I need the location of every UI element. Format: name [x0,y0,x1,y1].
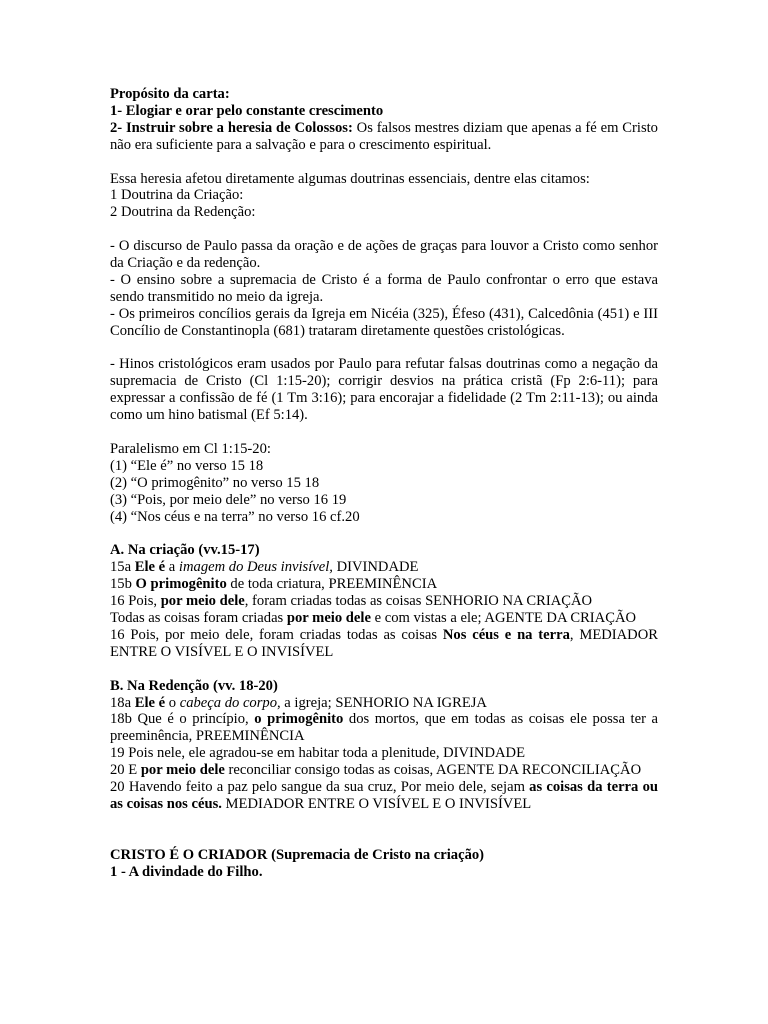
heresy-intro: Essa heresia afetou diretamente algumas doutrinas essenciais, dentre elas citamos: [110,170,590,187]
redemption-line-1: 18a Ele é o cabeça do corpo, a igreja; SENHORIO NA IGREJA [110,694,487,711]
redemption-heading: B. Na Redenção (vv. 18-20) [110,677,278,694]
creation-line-5: 16 Pois, por meio dele, foram criadas todas as coisas Nos céus e na terra, MEDIADOR ENTRE O VISÍVEL E O INVISÍVEL [110,626,658,660]
section-heading-creator: CRISTO É O CRIADOR (Supremacia de Cristo na criação) [110,846,485,863]
doctrine-2: 2 Doutrina da Redenção: [110,204,256,221]
parallel-item: (4) “Nos céus e na terra” no verso 16 cf.20 [110,508,360,525]
parallel-title: Paralelismo em Cl 1:15-20: [110,440,271,457]
subheading-divinity: 1 - A divindade do Filho. [110,863,263,880]
creation-heading: A. Na criação (vv.15-17) [110,542,260,559]
redemption-line-2: 18b Que é o princípio, o primogênito dos mortos, que em todas as coisas ele possa ter a preeminência, PREEMINÊNCIA [110,711,658,745]
redemption-line-5: 20 Havendo feito a paz pelo sangue da sua cruz, Por meio dele, sejam as coisas da terra ou as coisas nos céus. MEDIADOR ENTRE O VISÍVEL E O INVISÍVEL [110,779,658,812]
purpose-title: Propósito da carta: [110,86,230,102]
parallel-item: (1) “Ele é” no verso 15 18 [110,457,264,474]
creation-line-4: Todas as coisas foram criadas por meio dele e com vistas a ele; AGENTE DA CRIAÇÃO [110,610,637,627]
purpose-item-2: 2- Instruir sobre a heresia de Colossos: Os falsos mestres diziam que apenas a fé em Cristo não era suficiente para a salvação e para o crescimento espiritual. [110,119,658,153]
creation-line-2: 15b O primogênito de toda criatura, PREEMINÊNCIA [110,576,438,593]
bullet-2: - O ensino sobre a supremacia de Cristo é a forma de Paulo confrontar o erro que estava sendo transmitido no meio da igreja. [110,271,658,305]
bullet-3: - Os primeiros concílios gerais da Igreja em Nicéia (325), Éfeso (431), Calcedônia (451) e III Concílio de Constantinopla (681) trataram diretamente questões cristológicas. [110,305,658,339]
redemption-line-4: 20 E por meio dele reconciliar consigo todas as coisas, AGENTE DA RECONCILIAÇÃO [110,762,642,779]
creation-line-1: 15a Ele é a imagem do Deus invisível, DIVINDADE [110,559,419,576]
creation-line-3: 16 Pois, por meio dele, foram criadas todas as coisas SENHORIO NA CRIAÇÃO [110,593,593,610]
parallel-item: (2) “O primogênito” no verso 15 18 [110,474,320,491]
purpose-item-1: 1- Elogiar e orar pelo constante crescimento [110,102,384,119]
bullet-4: - Hinos cristológicos eram usados por Paulo para refutar falsas doutrinas como a negação da supremacia de Cristo (Cl 1:15-20); corrigir desvios na prática cristã (Fp 2:6-11); para expressar a confissão de fé (1 Tm 3:16); para encorajar a fidelidade (2 Tm 2:11-13); ou ainda como um hino batismal (Ef 5:14). [110,356,658,424]
bullet-1: - O discurso de Paulo passa da oração e de ações de graças para louvor a Cristo como senhor da Criação e da redenção. [110,238,658,272]
parallel-item: (3) “Pois, por meio dele” no verso 16 19 [110,491,347,508]
redemption-line-3: 19 Pois nele, ele agradou-se em habitar toda a plenitude, DIVINDADE [110,745,525,762]
doctrine-1: 1 Doutrina da Criação: [110,187,244,204]
